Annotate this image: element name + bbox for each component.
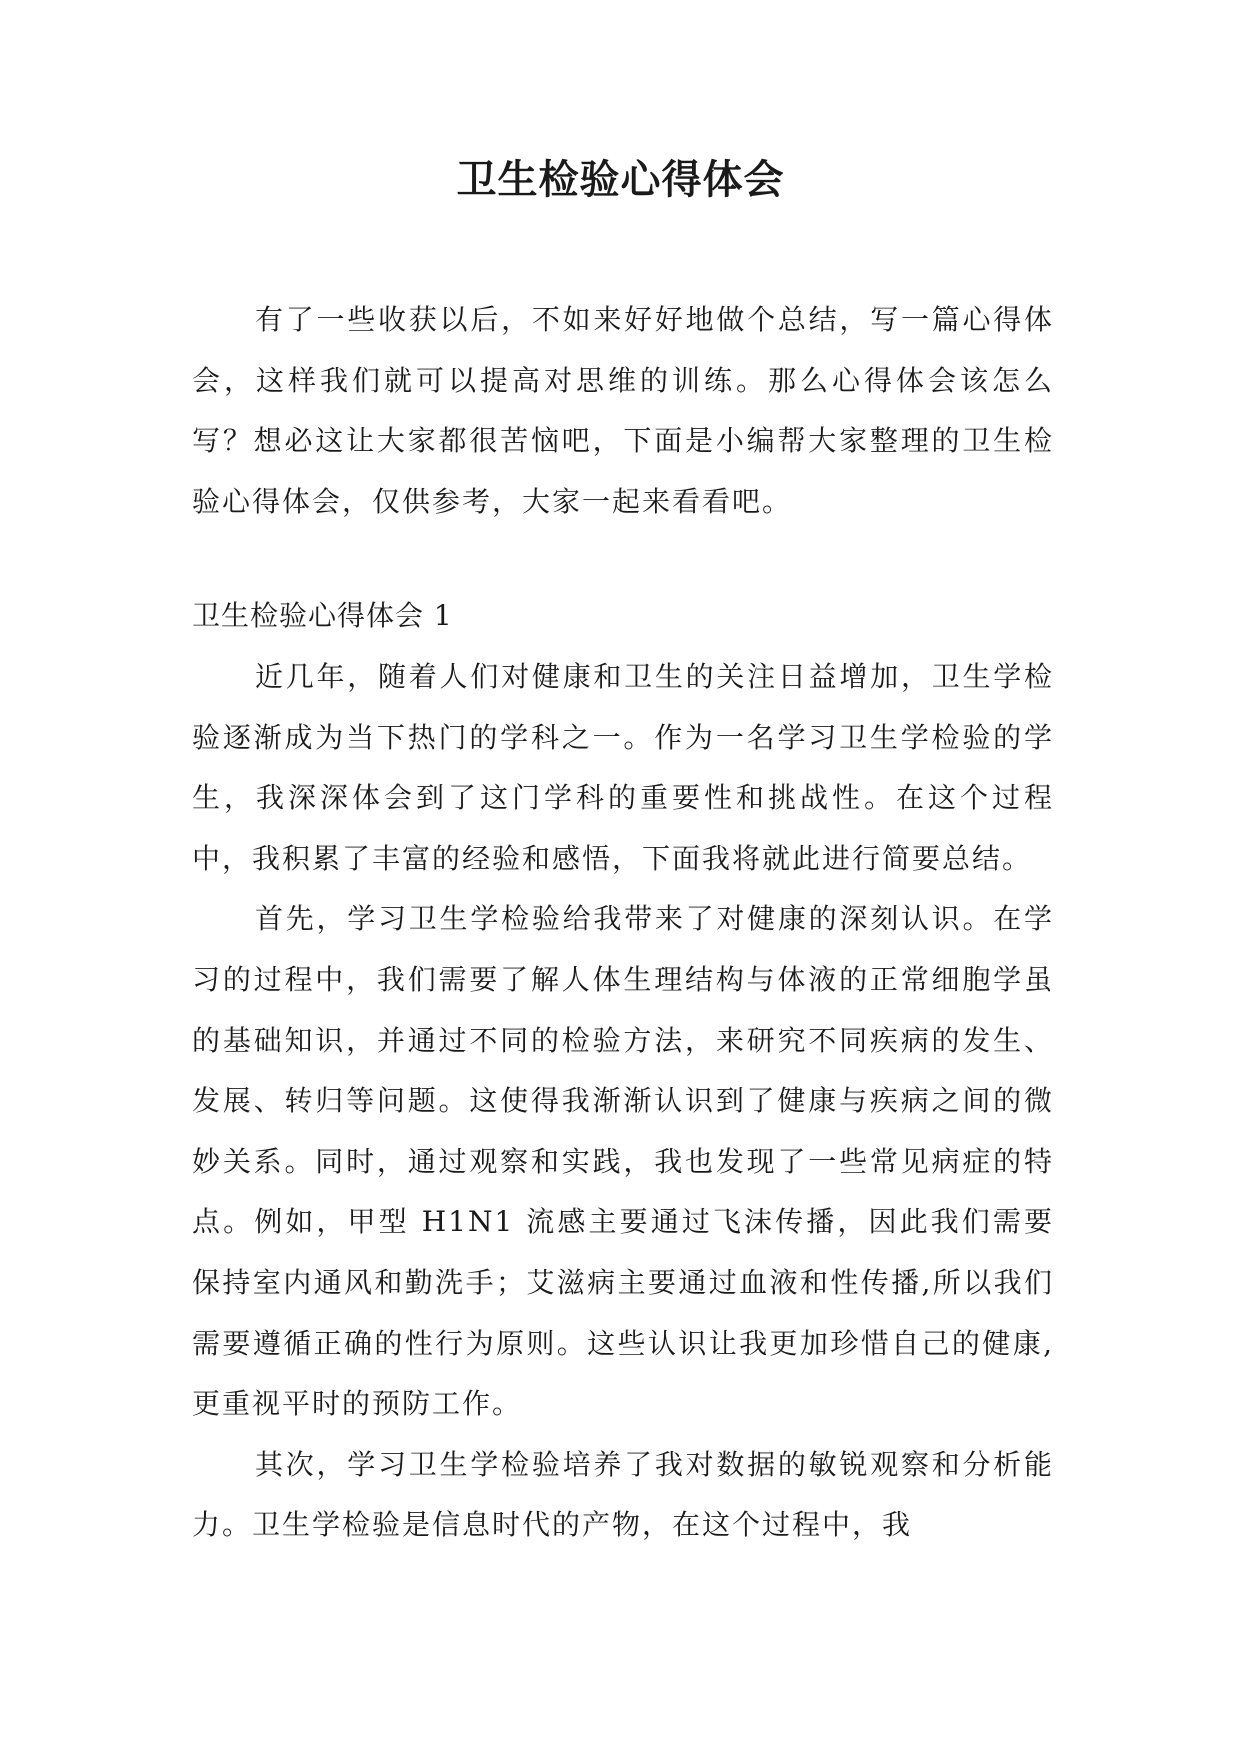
document-body	[192, 290, 1054, 1556]
body-paragraph-2: 首先，学习卫生学检验给我带来了对健康的深刻认识。在学习的过程中，我们需要了解人体生理结构与体液的正常细胞学虽的基础知识，并通过不同的检验方法，来研究不同疾病的发生、发展、转归等问题。这使得我渐渐认识到了健康与疾病之间的微妙关系。同时，通过观察和实践，我也发现了一些常见病症的特点。例如，甲型 H1N1 流感主要通过飞沫传播，因此我们需要保持室内通风和勤洗手；艾滋病主要通过血液和性传播,所以我们需要遵循正确的性行为原则。这些认识让我更加珍惜自己的健康,更重视平时的预防工作。	[192, 902, 1054, 1421]
document-title: 卫生检验心得体会	[456, 156, 785, 203]
section-heading: 卫生检验心得体会 1	[192, 599, 453, 633]
body-paragraph-3: 其次，学习卫生学检验培养了我对数据的敏锐观察和分析能力。卫生学检验是信息时代的产物，在这个过程中，我	[192, 1447, 1054, 1542]
body-paragraph-1: 近几年，随着人们对健康和卫生的关注日益增加，卫生学检验逐渐成为当下热门的学科之一。作为一名学习卫生学检验的学生，我深深体会到了这门学科的重要性和挑战性。在这个过程中，我积累了丰富的经验和感悟，下面我将就此进行简要总结。	[192, 659, 1054, 875]
intro-paragraph: 有了一些收获以后，不如来好好地做个总结，写一篇心得体会，这样我们就可以提高对思维的训练。那么心得体会该怎么写？想必这让大家都很苦恼吧，下面是小编帮大家整理的卫生检验心得体会，仅供参考，大家一起来看看吧。	[192, 303, 1054, 518]
